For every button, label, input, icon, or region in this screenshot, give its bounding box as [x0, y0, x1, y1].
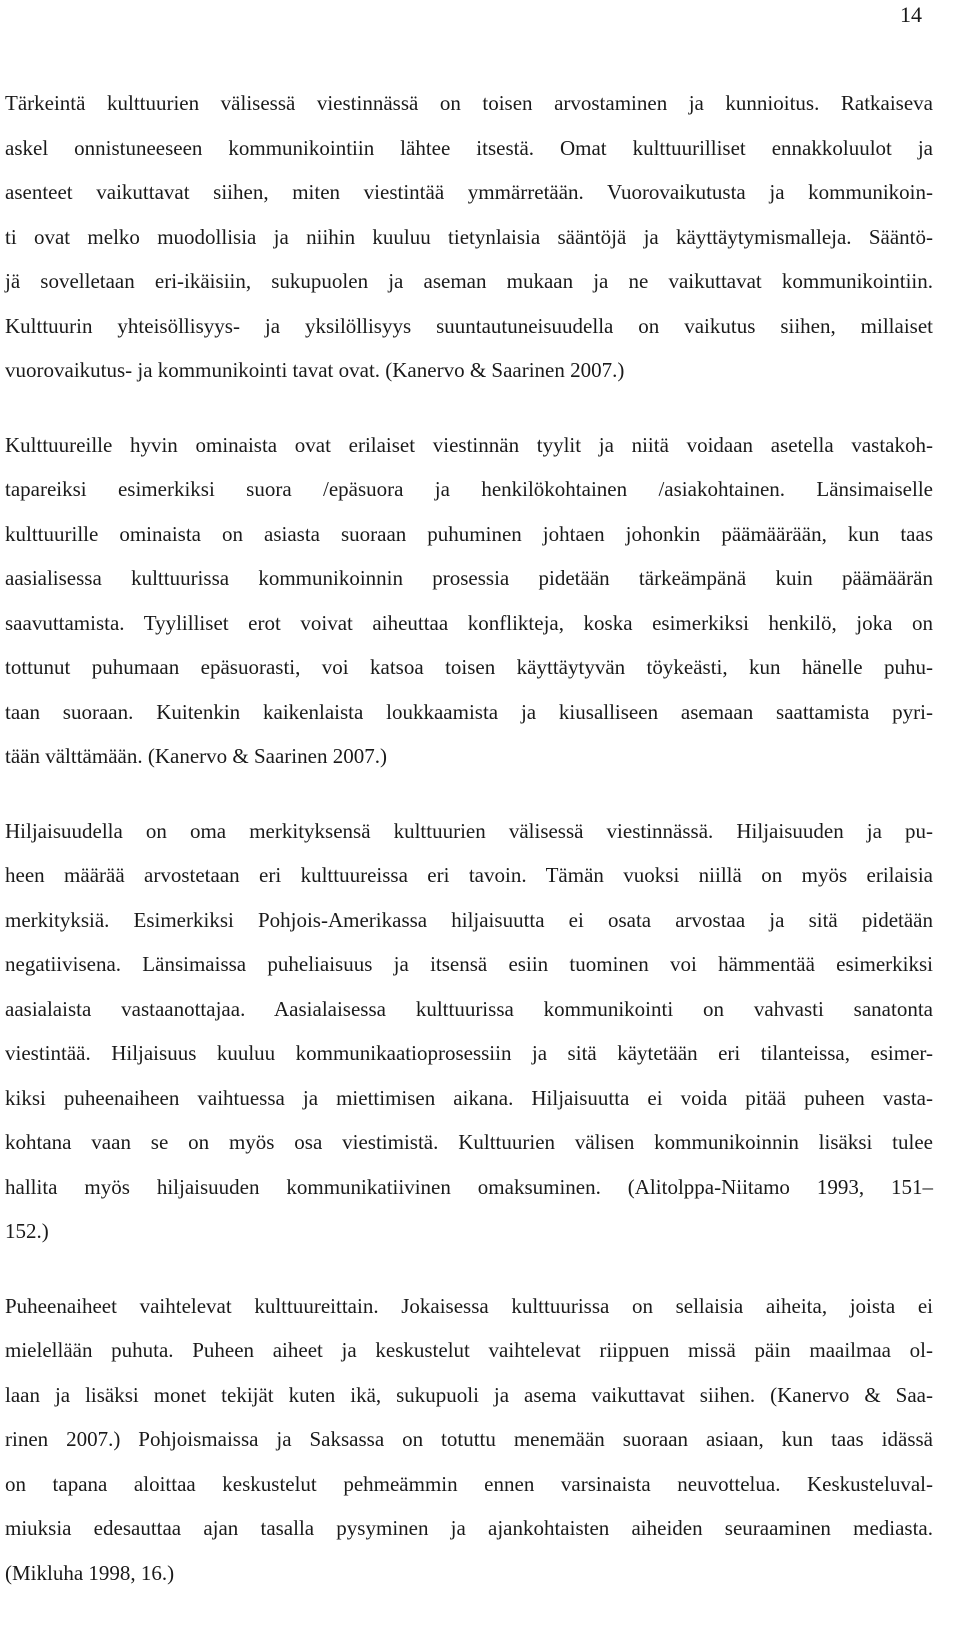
paragraph-communication-styles [5, 423, 933, 779]
text-line: heen määrää arvostetaan eri kulttuureissa eri tavoin. Tämän vuoksi niillä on myös erilaisia [5, 863, 933, 887]
text-line: laan ja lisäksi monet tekijät kuten ikä, sukupuoli ja asema vaikuttavat siihen. (Kanervo & Saa- [5, 1382, 933, 1407]
text-line: on tapana aloittaa keskustelut pehmeämmin ennen varsinaista neuvottelua. Keskusteluval- [5, 1471, 933, 1496]
text-line: Hiljaisuudella on oma merkityksensä kulttuurien välisessä viestinnässä. Hiljaisuuden ja pu- [5, 818, 933, 843]
body-text [5, 81, 933, 1625]
text-line: asenteet vaikuttavat siihen, miten viestintää ymmärretään. Vuorovaikutusta ja kommunikoin- [5, 180, 933, 204]
text-line: merkityksiä. Esimerkiksi Pohjois-Amerikassa hiljaisuutta ei osata arvostaa ja sitä pidetään [5, 907, 933, 932]
paragraph-conversation-topics [5, 1284, 933, 1596]
text-line: miuksia edesauttaa ajan tasalla pysyminen ja ajankohtaisten aiheiden seuraaminen mediasta. [5, 1516, 933, 1540]
text-line: saavuttamista. Tyylilliset erot voivat aiheuttaa konflikteja, koska esimerkiksi henkilö, joka on [5, 610, 933, 635]
text-line: mielellään puhuta. Puheen aiheet ja keskustelut vaihtelevat riippuen missä päin maailmaa ol- [5, 1338, 933, 1362]
text-line: tottunut puhumaan epäsuorasti, voi katsoa toisen käyttäytyvän töykeästi, kun hänelle puhu- [5, 655, 933, 679]
text-line: kulttuurille ominaista on asiasta suoraan puhuminen johtaen johonkin päämäärään, kun taas [5, 521, 933, 546]
text-line: taan suoraan. Kuitenkin kaikenlaista loukkaamista ja kiusalliseen asemaan saattamista pyri- [5, 699, 933, 724]
text-line: Kulttuureille hyvin ominaista ovat erilaiset viestinnän tyylit ja niitä voidaan asetella vastakoh- [5, 432, 933, 457]
text-line: tapareiksi esimerkiksi suora /epäsuora ja henkilökohtainen /asiakohtainen. Länsimaiselle [5, 477, 933, 501]
text-line: viestintää. Hiljaisuus kuuluu kommunikaatioprosessiin ja sitä käytetään eri tilanteissa, esimer- [5, 1041, 933, 1065]
page-number: 14 [900, 2, 922, 27]
text-line: 152.) [5, 1219, 49, 1243]
text-line: Kulttuurin yhteisöllisyys- ja yksilöllisyys suuntautuneisuudella on vaikutus siihen, millaiset [5, 313, 933, 338]
text-line: aasialaista vastaanottajaa. Aasialaisessa kulttuurissa kommunikointi on vahvasti sanatonta [5, 996, 933, 1021]
text-line: askel onnistuneeseen kommunikointiin lähtee itsestä. Omat kulttuurilliset ennakkoluulot ja [5, 135, 933, 160]
text-line: kohtana vaan se on myös osa viestimistä. Kulttuurien välisen kommunikoinnin lisäksi tulee [5, 1130, 933, 1154]
text-line: aasialisessa kulttuurissa kommunikoinnin prosessia pidetään tärkeämpänä kuin päämäärän [5, 566, 933, 590]
text-line: Puheenaiheet vaihtelevat kulttuureittain. Jokaisessa kulttuurissa on sellaisia aiheita, joista ei [5, 1293, 933, 1318]
text-line: tään välttämään. (Kanervo & Saarinen 2007.) [5, 744, 387, 768]
paragraph-silence [5, 809, 933, 1254]
text-line: vuorovaikutus- ja kommunikointi tavat ovat. (Kanervo & Saarinen 2007.) [5, 358, 625, 382]
text-line: ti ovat melko muodollisia ja niihin kuuluu tietynlaisia sääntöjä ja käyttäytymismalleja. Sääntö- [5, 224, 933, 249]
text-line: kiksi puheenaiheen vaihtuessa ja miettimisen aikana. Hiljaisuutta ei voida pitää puheen vasta- [5, 1085, 933, 1110]
text-line: negatiivisena. Länsimaissa puheliaisuus ja itsensä esiin tuominen voi hämmentää esimerkiksi [5, 952, 933, 976]
text-line: jä sovelletaan eri-ikäisiin, sukupuolen ja aseman mukaan ja ne vaikuttavat kommunikointiin. [5, 269, 933, 293]
text-line: hallita myös hiljaisuuden kommunikatiivinen omaksuminen. (Alitolppa-Niitamo 1993, 151– [5, 1174, 933, 1199]
text-line: rinen 2007.) Pohjoismaissa ja Saksassa on totuttu menemään suoraan asiaan, kun taas idässä [5, 1427, 933, 1451]
text-line: (Mikluha 1998, 16.) [5, 1560, 175, 1585]
paragraph-intercultural-respect [5, 81, 933, 393]
text-line: Tärkeintä kulttuurien välisessä viestinnässä on toisen arvostaminen ja kunnioitus. Ratkaiseva [5, 91, 933, 115]
